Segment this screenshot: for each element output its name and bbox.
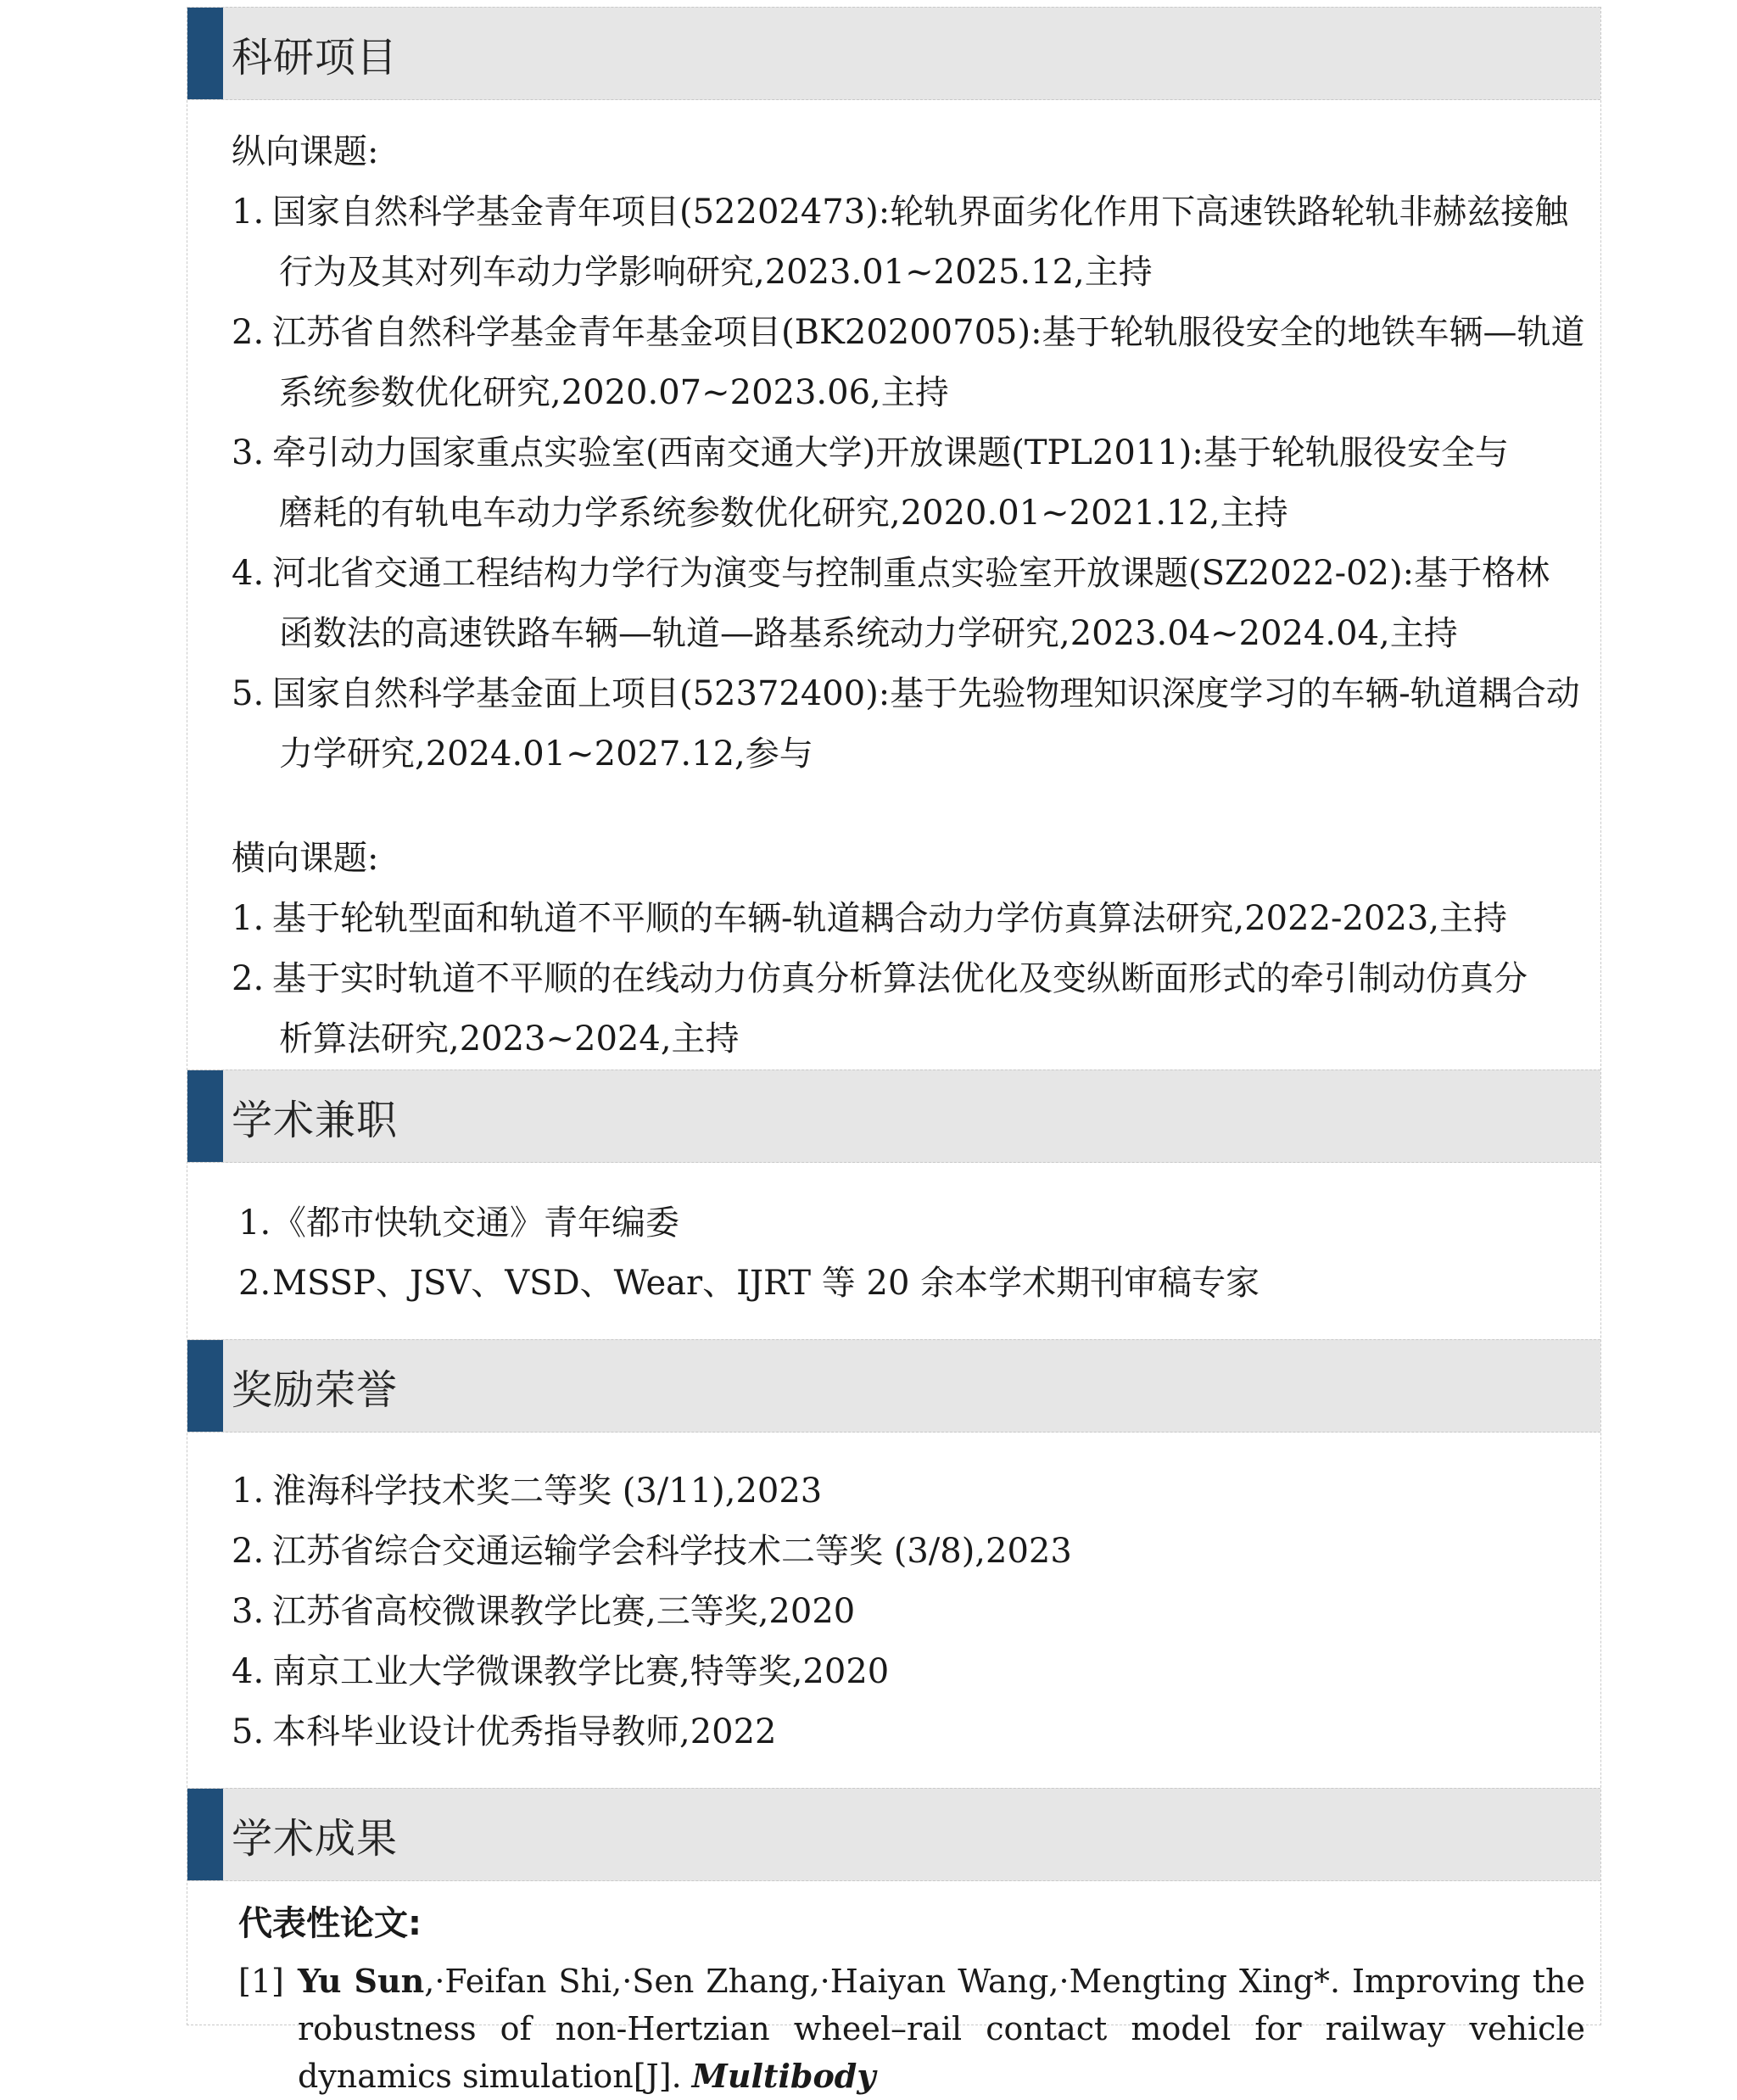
achievements-body xyxy=(187,1881,1600,2100)
section-title-awards: 奖励荣誉 xyxy=(232,1366,399,1414)
awards-body xyxy=(187,1433,1600,1788)
list-item: 3. 江苏省高校微课教学比赛,三等奖,2020 xyxy=(232,1592,856,1631)
reference-item: [1] Yu Sun,·Feifan Shi,·Sen Zhang,·Haiyan Wang,·Mengting Xing*. Improving the robustness of non-Hertzian wheel–rail contact model for railway vehicle dynamics simulation[J]. Multibody xyxy=(238,1962,1585,2095)
section-accent-bar xyxy=(187,1070,223,1162)
list-item: 5. 国家自然科学基金面上项目(52372400):基于先验物理知识深度学习的车辆-轨道耦合动 力学研究,2024.01~2027.12,参与 xyxy=(232,674,1580,774)
list-item: 1. 《都市快轨交通》青年编委 xyxy=(238,1204,679,1243)
section-title-achievements: 学术成果 xyxy=(232,1814,399,1863)
horizontal-projects-heading: 横向课题: xyxy=(232,839,379,878)
section-accent-bar xyxy=(187,1340,223,1432)
section-header-research xyxy=(187,7,1600,100)
positions-body xyxy=(187,1163,1600,1339)
section-accent-bar xyxy=(187,1789,223,1880)
list-item: 2. 江苏省自然科学基金青年基金项目(BK20200705):基于轮轨服役安全的地铁车辆—轨道 系统参数优化研究,2020.07~2023.06,主持 xyxy=(232,313,1585,412)
representative-papers-heading: 代表性论文: xyxy=(238,1904,422,1943)
list-item: 4. 河北省交通工程结构力学行为演变与控制重点实验室开放课题(SZ2022-02):基于格林 函数法的高速铁路车辆—轨道—路基系统动力学研究,2023.04~2024.04,主持 xyxy=(232,554,1550,653)
research-body xyxy=(187,100,1600,1070)
list-item: 1. 基于轮轨型面和轨道不平顺的车辆-轨道耦合动力学仿真算法研究,2022-2023,主持 xyxy=(232,899,1508,938)
reference-first-author: Yu Sun xyxy=(298,1962,425,2000)
list-item: 5. 本科毕业设计优秀指导教师,2022 xyxy=(232,1712,777,1751)
vertical-projects-heading: 纵向课题: xyxy=(232,132,379,171)
section-accent-bar xyxy=(187,8,223,99)
section-header-achievements xyxy=(187,1788,1600,1881)
list-item: 2. MSSP、JSV、VSD、Wear、IJRT 等 20 余本学术期刊审稿专家 xyxy=(238,1264,1260,1303)
list-item: 1. 国家自然科学基金青年项目(52202473):轮轨界面劣化作用下高速铁路轮轨非赫兹接触 行为及其对列车动力学影响研究,2023.01~2025.12,主持 xyxy=(232,193,1569,292)
list-item: 4. 南京工业大学微课教学比赛,特等奖,2020 xyxy=(232,1652,890,1691)
list-item: 2. 基于实时轨道不平顺的在线动力仿真分析算法优化及变纵断面形式的牵引制动仿真分 析算法研究,2023~2024,主持 xyxy=(232,959,1528,1058)
section-header-positions xyxy=(187,1070,1600,1163)
list-item: 2. 江苏省综合交通运输学会科学技术二等奖 (3/8),2023 xyxy=(232,1532,1072,1571)
list-item: 3. 牵引动力国家重点实验室(西南交通大学)开放课题(TPL2011):基于轮轨服役安全与 磨耗的有轨电车动力学系统参数优化研究,2020.01~2021.12,主持 xyxy=(232,433,1509,533)
section-title-positions: 学术兼职 xyxy=(232,1096,399,1144)
list-item: 1. 淮海科学技术奖二等奖 (3/11),2023 xyxy=(232,1472,823,1511)
reference-journal: Multibody xyxy=(691,2057,876,2095)
section-header-awards xyxy=(187,1339,1600,1433)
resume-page xyxy=(187,7,1601,2095)
section-title-research: 科研项目 xyxy=(232,33,399,81)
